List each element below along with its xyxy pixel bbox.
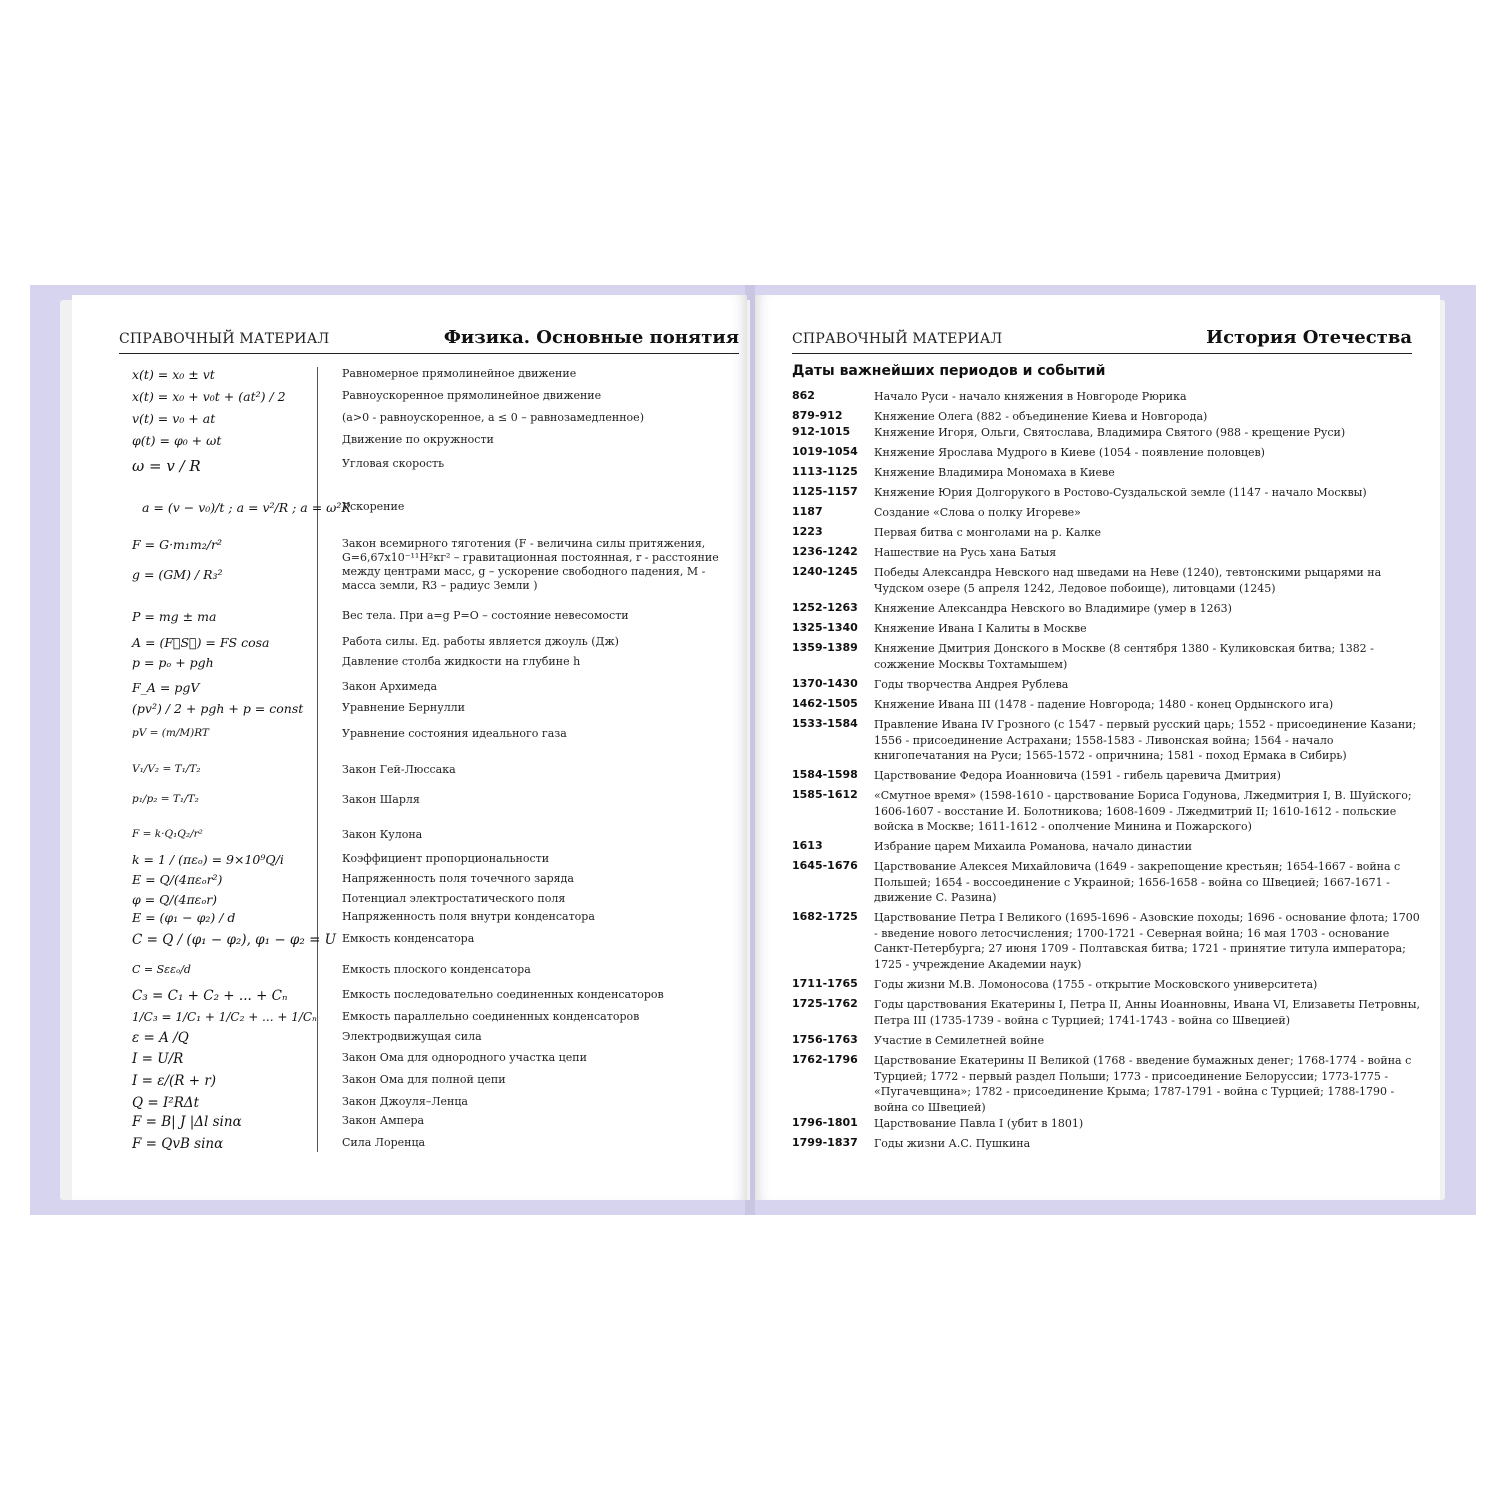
timeline-text: Княжение Юрия Долгорукого в Ростово-Суздальской земле (1147 - начало Москвы) xyxy=(874,486,1367,499)
right-page-header xyxy=(792,319,1412,354)
timeline-date: 1756-1763 xyxy=(792,1033,858,1046)
formula-description: Закон Шарля xyxy=(342,793,420,806)
formula-description: Емкость параллельно соединенных конденсаторов xyxy=(342,1010,640,1023)
formula: C = Sεεₒ/d xyxy=(132,963,191,976)
formula-description: Равномерное прямолинейное движение xyxy=(342,367,577,380)
timeline-text: Нашествие на Русь хана Батыя xyxy=(874,546,1057,559)
timeline-text: Годы жизни А.С. Пушкина xyxy=(874,1137,1031,1150)
timeline-text: Победы Александра Невского над шведами на Неве (1240), тевтонскими рыцарями на Чудском озере (5 апреля 1242, Ледовое побоище), литовцами (1245) xyxy=(874,566,1382,595)
timeline-date: 1613 xyxy=(792,839,823,852)
formula: F = B| J |Δl sinα xyxy=(132,1114,242,1130)
formula-description: Закон Ома для однородного участка цепи xyxy=(342,1051,587,1064)
timeline-date: 879-912 xyxy=(792,409,843,422)
timeline-text: Княжение Дмитрия Донского в Москве (8 сентября 1380 - Куликовская битва; 1382 - сожжение Москвы Тохтамышем) xyxy=(874,642,1374,671)
timeline-text: Избрание царем Михаила Романова, начало династии xyxy=(874,840,1193,853)
timeline-date: 1584-1598 xyxy=(792,768,858,781)
timeline-text: Царствование Екатерины II Великой (1768 - введение бумажных денег; 1768-1774 - война с Турцией; 1772 - первый раздел Польши; 1773 - присоединение Белоруссии; 1773-1775 - «Пугачевщина»; 1782 - присоединение Крыма; 1787-1791 - война с Турцией; 1788-1790 - война со Швецией) xyxy=(874,1054,1412,1114)
timeline-date: 1725-1762 xyxy=(792,997,858,1010)
timeline-text: Княжение Олега (882 - объединение Киева и Новгорода) xyxy=(874,410,1208,423)
formula: Q = I²RΔt xyxy=(132,1095,200,1111)
timeline-date: 1799-1837 xyxy=(792,1136,858,1149)
formula: E = (φ₁ − φ₂) / d xyxy=(132,910,236,925)
formula-description: Угловая скорость xyxy=(342,457,445,470)
formula-description: Закон Гей-Люссака xyxy=(342,763,456,776)
timeline-date: 1187 xyxy=(792,505,823,518)
formula: v(t) = v₀ + at xyxy=(132,411,216,426)
formula: φ = Q/(4πεₒr) xyxy=(132,892,218,907)
timeline-text: Создание «Слова о полку Игореве» xyxy=(874,506,1081,519)
left-header-title: Физика. Основные понятия xyxy=(443,327,739,348)
formula: x(t) = x₀ + v₀t + (at²) / 2 xyxy=(132,389,286,404)
formula-description: Напряженность поля точечного заряда xyxy=(342,872,574,885)
formula-description: Закон Кулона xyxy=(342,828,423,841)
formula-description: Электродвижущая сила xyxy=(342,1030,482,1043)
timeline-text: Участие в Семилетней войне xyxy=(874,1034,1045,1047)
timeline-text: Княжение Ивана I Калиты в Москве xyxy=(874,622,1087,635)
formula-description: Вес тела. При a=g P=O – состояние невесомости xyxy=(342,609,629,622)
left-page-header xyxy=(119,319,739,354)
formula-description: Давление столба жидкости на глубине h xyxy=(342,655,581,668)
formula: (pv²) / 2 + pgh + p = const xyxy=(132,701,304,716)
formula: F = k·Q₁Q₂/r² xyxy=(132,828,203,840)
formula-description: (a>0 - равноускоренное, a ≤ 0 – равнозамедленное) xyxy=(342,411,644,424)
formula: φ(t) = φ₀ + ωt xyxy=(132,433,222,448)
formula-description: Закон Архимеда xyxy=(342,680,438,693)
timeline-date: 862 xyxy=(792,389,815,402)
formula: F = QvB sinα xyxy=(132,1136,224,1152)
formula-description: Емкость плоского конденсатора xyxy=(342,963,531,976)
timeline-text: Царствование Павла I (убит в 1801) xyxy=(874,1117,1084,1130)
timeline-date: 1223 xyxy=(792,525,823,538)
timeline-date: 1252-1263 xyxy=(792,601,858,614)
formula: P = mg ± ma xyxy=(132,609,217,624)
formula: V₁/V₂ = T₁/T₂ xyxy=(132,763,201,775)
formula: a = (v − v₀)/t ; a = v²/R ; a = ω²R xyxy=(142,500,351,515)
right-page xyxy=(755,295,1440,1200)
formula: ω = v / R xyxy=(132,457,201,475)
timeline-date: 912-1015 xyxy=(792,425,851,438)
formula-description: Закон Ампера xyxy=(342,1114,425,1127)
formula-description: Закон Ома для полной цепи xyxy=(342,1073,506,1086)
timeline-date: 1682-1725 xyxy=(792,910,858,923)
timeline-date: 1113-1125 xyxy=(792,465,858,478)
timeline-date: 1762-1796 xyxy=(792,1053,858,1066)
timeline-date: 1359-1389 xyxy=(792,641,858,654)
formula: k = 1 / (πεₒ) = 9×10⁹Q/i xyxy=(132,852,284,867)
formula: x(t) = x₀ ± vt xyxy=(132,367,215,382)
timeline-date: 1019-1054 xyxy=(792,445,858,458)
formula: C = Q / (φ₁ − φ₂), φ₁ − φ₂ = U xyxy=(132,932,337,948)
timeline-text: Княжение Ивана III (1478 - падение Новгорода; 1480 - конец Ордынского ига) xyxy=(874,698,1334,711)
timeline-date: 1585-1612 xyxy=(792,788,858,801)
left-header-label: СПРАВОЧНЫЙ МАТЕРИАЛ xyxy=(119,331,330,347)
timeline-date: 1533-1584 xyxy=(792,717,858,730)
formula: A = (F⃗S⃗) = FS cosa xyxy=(132,635,270,650)
timeline-date: 1236-1242 xyxy=(792,545,858,558)
column-divider xyxy=(317,367,318,1152)
timeline-text: Годы царствования Екатерины I, Петра II, Анны Иоанновны, Ивана VI, Елизаветы Петровны, Петра III (1735-1739 - война с Турцией; 1741-1743 - война со Швецией) xyxy=(874,998,1420,1027)
right-header-label: СПРАВОЧНЫЙ МАТЕРИАЛ xyxy=(792,331,1003,347)
timeline-text: Княжение Владимира Мономаха в Киеве xyxy=(874,466,1115,479)
formula-description: Коэффициент пропорциональности xyxy=(342,852,550,865)
formula: p₁/p₂ = T₁/T₂ xyxy=(132,793,199,805)
timeline-date: 1711-1765 xyxy=(792,977,858,990)
formula-description: Уравнение состояния идеального газа xyxy=(342,727,567,740)
formula-description: Потенциал электростатического поля xyxy=(342,892,566,905)
timeline-text: «Смутное время» (1598-1610 - царствование Бориса Годунова, Лжедмитрия I, В. Шуйского; 1606-1607 - восстание И. Болотникова; 1608-1609 - Лжедмитрий II; 1610-1612 - польские войска в Москве; 1611-1612 - ополчение Минина и Пожарского) xyxy=(874,789,1412,833)
timeline-text: Царствование Федора Иоанновича (1591 - гибель царевича Дмитрия) xyxy=(874,769,1281,782)
timeline-date: 1370-1430 xyxy=(792,677,858,690)
timeline-text: Княжение Игоря, Ольги, Святослава, Владимира Святого (988 - крещение Руси) xyxy=(874,426,1346,439)
formula: 1/C₃ = 1/C₁ + 1/C₂ + ... + 1/Cₙ xyxy=(132,1010,317,1024)
formula: g = (GM) / R₃² xyxy=(132,567,223,582)
timeline-text: Годы жизни М.В. Ломоносова (1755 - открытие Московского университета) xyxy=(874,978,1318,991)
timeline-text: Правление Ивана IV Грозного (с 1547 - первый русский царь; 1552 - присоединение Казани; 1556 - присоединение Астрахани; 1558-1583 - Ливонская война; 1564 - начало книгопечатания на Руси; 1565-1572 - опричнина; 1581 - поход Ермака в Сибирь) xyxy=(874,718,1417,762)
timeline-date: 1325-1340 xyxy=(792,621,858,634)
formula: E = Q/(4πεₒr²) xyxy=(132,872,223,887)
formula: C₃ = C₁ + C₂ + ... + Cₙ xyxy=(132,988,288,1004)
timeline-date: 1462-1505 xyxy=(792,697,858,710)
timeline-text: Княжение Ярослава Мудрого в Киеве (1054 - появление половцев) xyxy=(874,446,1265,459)
section-subtitle: Даты важнейших периодов и событий xyxy=(792,363,1106,379)
timeline-text: Княжение Александра Невского во Владимире (умер в 1263) xyxy=(874,602,1232,615)
timeline-date: 1240-1245 xyxy=(792,565,858,578)
formula-description: Емкость последовательно соединенных конденсаторов xyxy=(342,988,664,1001)
formula: p = pₒ + pgh xyxy=(132,655,214,670)
timeline-text: Царствование Петра I Великого (1695-1696 - Азовские походы; 1696 - основание флота; 1700 - введение нового летосчисления; 1700-1721 - Северная война; 16 мая 1703 - основание Санкт-Петербурга; 27 июня 1709 - Полтавская битва; 1721 - принятие титула императора; 1725 - учреждение Академии наук) xyxy=(874,911,1420,971)
formula-description: Закон Джоуля–Ленца xyxy=(342,1095,468,1108)
formula-description: Ускорение xyxy=(342,500,405,513)
timeline-text: Годы творчества Андрея Рублева xyxy=(874,678,1069,691)
formula-description: Движение по окружности xyxy=(342,433,494,446)
formula-description: Работа силы. Ед. работы является джоуль (Дж) xyxy=(342,635,619,648)
timeline-date: 1125-1157 xyxy=(792,485,858,498)
formula: F = G·m₁m₂/r² xyxy=(132,537,222,552)
timeline-text: Первая битва с монголами на р. Калке xyxy=(874,526,1101,539)
formula-description: Емкость конденсатора xyxy=(342,932,475,945)
formula: pV = (m/M)RT xyxy=(132,727,209,739)
formula: ε = A /Q xyxy=(132,1030,189,1046)
formula-description: Сила Лоренца xyxy=(342,1136,426,1149)
timeline-text: Начало Руси - начало княжения в Новгороде Рюрика xyxy=(874,390,1187,403)
formula: I = ε/(R + r) xyxy=(132,1073,217,1089)
formula: I = U/R xyxy=(132,1051,184,1067)
left-page xyxy=(72,295,747,1200)
formula-description: Напряженность поля внутри конденсатора xyxy=(342,910,595,923)
timeline-date: 1796-1801 xyxy=(792,1116,858,1129)
formula: F_A = pgV xyxy=(132,680,200,695)
right-header-title: История Отечества xyxy=(1206,327,1412,348)
formula-description: Равноускоренное прямолинейное движение xyxy=(342,389,602,402)
formula-description: Закон всемирного тяготения (F - величина силы притяжения, G=6,67x10⁻¹¹H²кг² – гравитационная постоянная, r - расстояние между центрами масс, g – ускорение свободного падения, M - масса земли, R3 – радиус Земли ) xyxy=(342,537,719,592)
formula-description: Уравнение Бернулли xyxy=(342,701,465,714)
timeline-text: Царствование Алексея Михайловича (1649 - закрепощение крестьян; 1654-1667 - война с Польшей; 1654 - воссоединение с Украиной; 1656-1658 - война со Швецией; 1667-1671 - движение С. Разина) xyxy=(874,860,1401,904)
timeline-date: 1645-1676 xyxy=(792,859,858,872)
